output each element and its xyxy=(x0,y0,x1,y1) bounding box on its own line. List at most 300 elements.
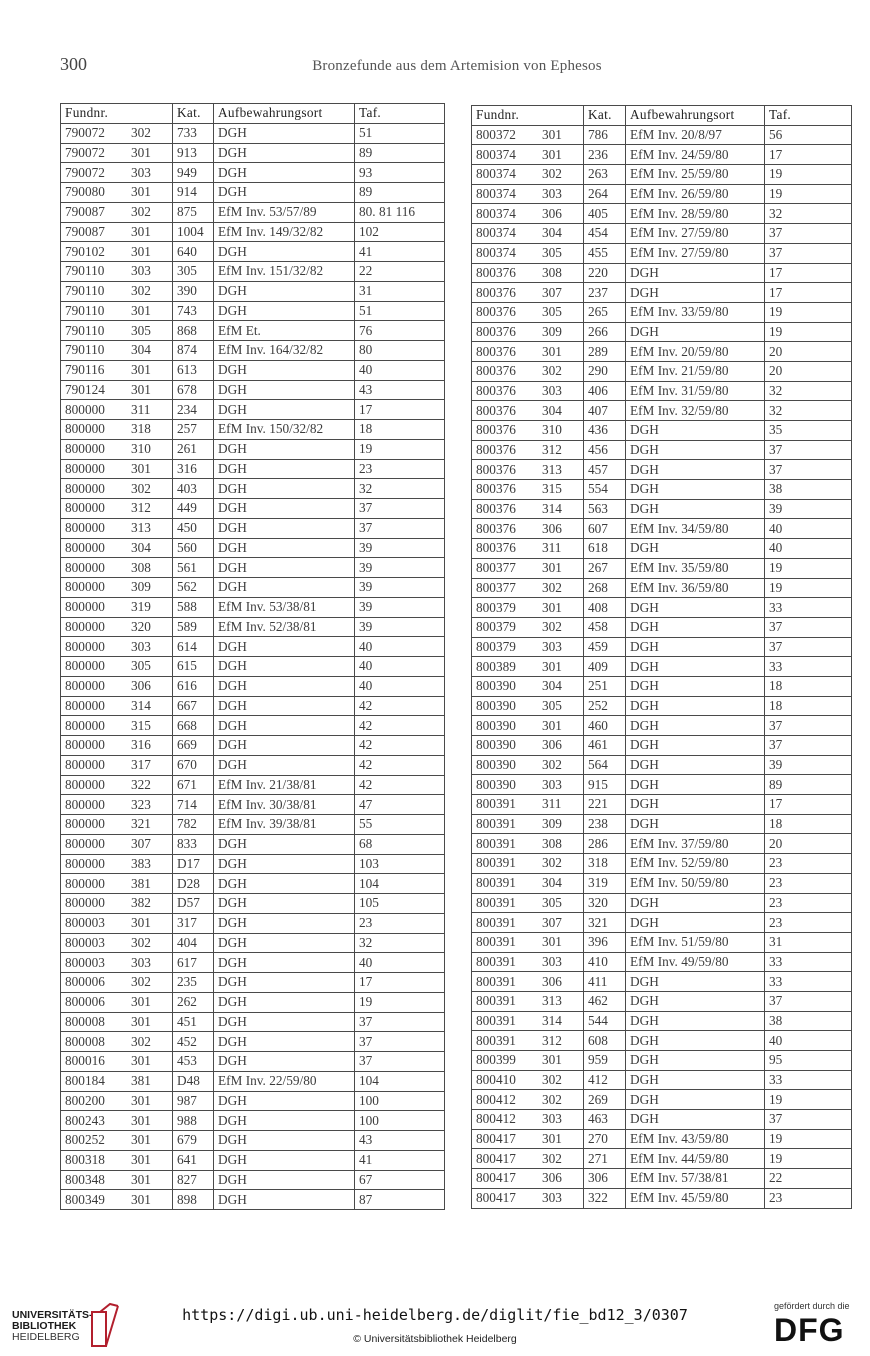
kat-cell: 868 xyxy=(173,321,214,341)
table-row xyxy=(472,1169,852,1189)
table-row xyxy=(472,873,852,893)
fundnr-cell xyxy=(472,736,584,756)
fundnr-cell xyxy=(472,401,584,421)
table-row xyxy=(61,439,445,459)
aufbewahrungsort-cell: EfM Inv. 34/59/80 xyxy=(626,519,765,539)
aufbewahrungsort-cell: EfM Inv. 22/59/80 xyxy=(214,1071,355,1091)
aufbewahrungsort-cell: EfM Inv. 149/32/82 xyxy=(214,222,355,242)
aufbewahrungsort-cell: EfM Inv. 37/59/80 xyxy=(626,834,765,854)
fundnr-cell xyxy=(472,598,584,618)
aufbewahrungsort-cell: DGH xyxy=(214,834,355,854)
fund-number: 800000 xyxy=(65,836,105,852)
taf-cell: 43 xyxy=(355,1131,445,1151)
fund-number: 790110 xyxy=(65,342,105,358)
fund-number: 800376 xyxy=(476,540,516,556)
taf-cell: 42 xyxy=(355,736,445,756)
fund-number: 800349 xyxy=(65,1191,105,1207)
taf-cell: 23 xyxy=(355,913,445,933)
aufbewahrungsort-cell: DGH xyxy=(626,499,765,519)
fundnr-cell xyxy=(472,499,584,519)
aufbewahrungsort-cell: EfM Inv. 52/38/81 xyxy=(214,617,355,637)
kat-cell: 234 xyxy=(173,400,214,420)
fund-sub-number: 307 xyxy=(131,836,151,852)
fund-sub-number: 301 xyxy=(542,146,562,162)
kat-cell: 409 xyxy=(584,657,626,677)
table-row xyxy=(61,400,445,420)
aufbewahrungsort-cell: DGH xyxy=(214,933,355,953)
aufbewahrungsort-cell: DGH xyxy=(214,538,355,558)
column-header-taf: Taf. xyxy=(765,106,852,126)
table-row xyxy=(472,578,852,598)
fund-number: 800417 xyxy=(476,1150,516,1166)
fund-sub-number: 382 xyxy=(131,895,151,911)
kat-cell: 220 xyxy=(584,263,626,283)
kat-cell: 640 xyxy=(173,242,214,262)
fundnr-cell xyxy=(61,222,173,242)
fundnr-cell xyxy=(472,302,584,322)
fundnr-cell xyxy=(472,519,584,539)
library-name-line1: UNIVERSITÄTS- xyxy=(12,1309,93,1321)
fund-number: 800390 xyxy=(476,776,516,792)
fundnr-cell xyxy=(472,1169,584,1189)
fund-number: 800391 xyxy=(476,953,516,969)
table-row xyxy=(61,518,445,538)
page-number: 300 xyxy=(60,54,87,74)
table-row xyxy=(472,558,852,578)
fundnr-cell xyxy=(61,341,173,361)
aufbewahrungsort-cell: DGH xyxy=(626,440,765,460)
taf-cell: 95 xyxy=(765,1051,852,1071)
table-row xyxy=(61,163,445,183)
taf-cell: 20 xyxy=(765,834,852,854)
aufbewahrungsort-cell: DGH xyxy=(626,676,765,696)
kat-cell: 1004 xyxy=(173,222,214,242)
fund-number: 790087 xyxy=(65,204,105,220)
taf-cell: 56 xyxy=(765,125,852,145)
dfg-logo: DFG xyxy=(774,1312,845,1348)
fund-sub-number: 304 xyxy=(131,539,151,555)
fund-sub-number: 302 xyxy=(542,1072,562,1088)
aufbewahrungsort-cell: DGH xyxy=(626,1070,765,1090)
taf-cell: 41 xyxy=(355,242,445,262)
taf-cell: 37 xyxy=(765,736,852,756)
kat-cell: 320 xyxy=(584,893,626,913)
aufbewahrungsort-cell: EfM Inv. 32/59/80 xyxy=(626,401,765,421)
fundnr-cell xyxy=(472,972,584,992)
fund-number: 800376 xyxy=(476,461,516,477)
kat-cell: 733 xyxy=(173,123,214,143)
fund-sub-number: 301 xyxy=(131,915,151,931)
kat-cell: 286 xyxy=(584,834,626,854)
fund-sub-number: 313 xyxy=(542,993,562,1009)
fund-number: 800376 xyxy=(476,323,516,339)
table-row xyxy=(61,360,445,380)
taf-cell: 37 xyxy=(765,1110,852,1130)
aufbewahrungsort-cell: DGH xyxy=(626,283,765,303)
fund-sub-number: 301 xyxy=(131,1152,151,1168)
taf-cell: 19 xyxy=(765,184,852,204)
fund-number: 800391 xyxy=(476,1012,516,1028)
column-header-fundnr: Fundnr. xyxy=(61,104,173,124)
fund-sub-number: 302 xyxy=(542,855,562,871)
aufbewahrungsort-cell: DGH xyxy=(214,499,355,519)
fundnr-cell xyxy=(472,1129,584,1149)
fund-sub-number: 317 xyxy=(131,757,151,773)
kat-cell: 459 xyxy=(584,637,626,657)
fund-number: 800000 xyxy=(65,678,105,694)
taf-cell: 105 xyxy=(355,894,445,914)
taf-cell: 43 xyxy=(355,380,445,400)
kat-cell: 462 xyxy=(584,991,626,1011)
table-row xyxy=(61,1012,445,1032)
fund-number: 800391 xyxy=(476,914,516,930)
fund-number: 800016 xyxy=(65,1053,105,1069)
fund-sub-number: 301 xyxy=(131,381,151,397)
fund-number: 800200 xyxy=(65,1092,105,1108)
fundnr-cell xyxy=(472,1070,584,1090)
taf-cell: 19 xyxy=(765,1149,852,1169)
aufbewahrungsort-cell: DGH xyxy=(626,421,765,441)
fundnr-cell xyxy=(61,439,173,459)
fund-number: 800376 xyxy=(476,264,516,280)
table-row xyxy=(61,913,445,933)
fundnr-cell xyxy=(61,301,173,321)
taf-cell: 104 xyxy=(355,1071,445,1091)
aufbewahrungsort-cell: DGH xyxy=(626,598,765,618)
table-row xyxy=(472,302,852,322)
table-row xyxy=(61,716,445,736)
aufbewahrungsort-cell: DGH xyxy=(626,913,765,933)
fundnr-cell xyxy=(472,421,584,441)
kat-cell: 252 xyxy=(584,696,626,716)
fund-sub-number: 301 xyxy=(542,1131,562,1147)
fund-number: 800000 xyxy=(65,559,105,575)
aufbewahrungsort-cell: DGH xyxy=(214,1150,355,1170)
fund-sub-number: 302 xyxy=(131,204,151,220)
kat-cell: 390 xyxy=(173,281,214,301)
taf-cell: 23 xyxy=(765,1188,852,1208)
taf-cell: 38 xyxy=(765,480,852,500)
fund-number: 800391 xyxy=(476,875,516,891)
fundnr-cell xyxy=(61,696,173,716)
kat-cell: 560 xyxy=(173,538,214,558)
fund-number: 800000 xyxy=(65,441,105,457)
table-row xyxy=(61,894,445,914)
kat-cell: 289 xyxy=(584,342,626,362)
taf-cell: 32 xyxy=(355,933,445,953)
aufbewahrungsort-cell: EfM Inv. 164/32/82 xyxy=(214,341,355,361)
fundnr-cell xyxy=(61,321,173,341)
fund-number: 800376 xyxy=(476,363,516,379)
fundnr-cell xyxy=(61,953,173,973)
table-row xyxy=(472,401,852,421)
aufbewahrungsort-cell: DGH xyxy=(626,991,765,1011)
fundnr-cell xyxy=(61,933,173,953)
taf-cell: 19 xyxy=(355,992,445,1012)
taf-cell: 104 xyxy=(355,874,445,894)
fundnr-cell xyxy=(61,973,173,993)
kat-cell: 262 xyxy=(173,992,214,1012)
fund-number: 800348 xyxy=(65,1171,105,1187)
fundnr-cell xyxy=(61,1170,173,1190)
aufbewahrungsort-cell: EfM Inv. 49/59/80 xyxy=(626,952,765,972)
kat-cell: 949 xyxy=(173,163,214,183)
aufbewahrungsort-cell: DGH xyxy=(214,637,355,657)
table-row xyxy=(61,736,445,756)
fundnr-cell xyxy=(472,775,584,795)
fund-sub-number: 301 xyxy=(131,362,151,378)
kat-cell: 875 xyxy=(173,202,214,222)
fund-sub-number: 381 xyxy=(131,1073,151,1089)
aufbewahrungsort-cell: DGH xyxy=(626,1110,765,1130)
kat-cell: 679 xyxy=(173,1131,214,1151)
aufbewahrungsort-cell: DGH xyxy=(214,400,355,420)
table-row xyxy=(61,933,445,953)
page-url-link[interactable]: https://digi.ub.uni-heidelberg.de/diglit/fie_bd12_3/0307 xyxy=(182,1306,688,1324)
table-row xyxy=(472,519,852,539)
column-header-kat: Kat. xyxy=(173,104,214,124)
aufbewahrungsort-cell: DGH xyxy=(626,755,765,775)
table-row xyxy=(472,1011,852,1031)
aufbewahrungsort-cell: DGH xyxy=(214,973,355,993)
kat-cell: 396 xyxy=(584,932,626,952)
table-row xyxy=(61,1071,445,1091)
table-row xyxy=(472,854,852,874)
table-row xyxy=(61,479,445,499)
fund-sub-number: 301 xyxy=(542,599,562,615)
fund-number: 790110 xyxy=(65,302,105,318)
kat-cell: 238 xyxy=(584,814,626,834)
aufbewahrungsort-cell: DGH xyxy=(214,123,355,143)
aufbewahrungsort-cell: DGH xyxy=(214,1131,355,1151)
fund-number: 800412 xyxy=(476,1091,516,1107)
fund-sub-number: 314 xyxy=(542,1012,562,1028)
table-row xyxy=(472,539,852,559)
taf-cell: 17 xyxy=(765,263,852,283)
library-name-line3: HEIDELBERG xyxy=(12,1331,80,1343)
table-row xyxy=(61,321,445,341)
kat-cell: 913 xyxy=(173,143,214,163)
taf-cell: 37 xyxy=(765,637,852,657)
fundnr-cell xyxy=(472,480,584,500)
kat-cell: 618 xyxy=(584,539,626,559)
taf-cell: 68 xyxy=(355,834,445,854)
fundnr-cell xyxy=(61,1032,173,1052)
fund-sub-number: 301 xyxy=(542,1052,562,1068)
aufbewahrungsort-cell: EfM Inv. 24/59/80 xyxy=(626,145,765,165)
table-row xyxy=(472,224,852,244)
fundnr-cell xyxy=(61,420,173,440)
taf-cell: 19 xyxy=(765,302,852,322)
aufbewahrungsort-cell: DGH xyxy=(626,263,765,283)
fund-sub-number: 313 xyxy=(131,520,151,536)
kat-cell: 269 xyxy=(584,1090,626,1110)
kat-cell: 563 xyxy=(584,499,626,519)
kat-cell: 263 xyxy=(584,165,626,185)
fund-sub-number: 301 xyxy=(131,1013,151,1029)
table-row xyxy=(472,322,852,342)
fundnr-cell xyxy=(472,795,584,815)
kat-cell: 463 xyxy=(584,1110,626,1130)
table-row xyxy=(472,716,852,736)
aufbewahrungsort-cell: EfM Inv. 30/38/81 xyxy=(214,795,355,815)
fund-sub-number: 311 xyxy=(542,796,562,812)
fundnr-cell xyxy=(61,1012,173,1032)
fundnr-cell xyxy=(472,676,584,696)
taf-cell: 42 xyxy=(355,716,445,736)
fund-sub-number: 306 xyxy=(542,973,562,989)
fund-number: 800000 xyxy=(65,855,105,871)
fund-number: 800379 xyxy=(476,638,516,654)
fund-number: 800379 xyxy=(476,619,516,635)
aufbewahrungsort-cell: EfM Inv. 20/8/97 xyxy=(626,125,765,145)
table-row xyxy=(472,952,852,972)
fund-number: 800374 xyxy=(476,166,516,182)
fundnr-cell xyxy=(61,597,173,617)
fundnr-cell xyxy=(472,854,584,874)
kat-cell: 316 xyxy=(173,459,214,479)
fund-sub-number: 303 xyxy=(542,953,562,969)
kat-cell: 562 xyxy=(173,578,214,598)
fundnr-cell xyxy=(472,1090,584,1110)
fund-number: 800390 xyxy=(476,757,516,773)
kat-cell: 322 xyxy=(584,1188,626,1208)
aufbewahrungsort-cell: DGH xyxy=(214,992,355,1012)
fundnr-cell xyxy=(472,657,584,677)
table-row xyxy=(61,657,445,677)
fundnr-cell xyxy=(61,815,173,835)
fund-number: 790110 xyxy=(65,263,105,279)
fund-sub-number: 304 xyxy=(542,678,562,694)
taf-cell: 37 xyxy=(765,617,852,637)
fund-sub-number: 302 xyxy=(542,579,562,595)
taf-cell: 39 xyxy=(355,578,445,598)
fund-sub-number: 302 xyxy=(542,619,562,635)
table-row xyxy=(61,202,445,222)
table-row xyxy=(61,696,445,716)
fundnr-cell xyxy=(472,932,584,952)
fundnr-cell xyxy=(472,322,584,342)
fundnr-cell xyxy=(472,1011,584,1031)
fund-number: 800000 xyxy=(65,776,105,792)
fund-number: 800391 xyxy=(476,855,516,871)
aufbewahrungsort-cell: DGH xyxy=(626,814,765,834)
taf-cell: 39 xyxy=(355,538,445,558)
fund-sub-number: 312 xyxy=(542,1032,562,1048)
kat-cell: 827 xyxy=(173,1170,214,1190)
taf-cell: 23 xyxy=(765,893,852,913)
fund-sub-number: 301 xyxy=(542,127,562,143)
aufbewahrungsort-cell: DGH xyxy=(214,874,355,894)
table-row xyxy=(61,1190,445,1210)
fund-number: 800000 xyxy=(65,737,105,753)
fundnr-cell xyxy=(472,814,584,834)
fundnr-cell xyxy=(472,125,584,145)
fundnr-cell xyxy=(472,204,584,224)
taf-cell: 17 xyxy=(355,400,445,420)
fund-sub-number: 316 xyxy=(131,737,151,753)
fund-number: 790072 xyxy=(65,125,105,141)
fund-sub-number: 309 xyxy=(542,323,562,339)
taf-cell: 80 xyxy=(355,341,445,361)
fund-sub-number: 301 xyxy=(131,1132,151,1148)
fundnr-cell xyxy=(472,539,584,559)
table-header-row xyxy=(472,106,852,126)
fund-number: 800391 xyxy=(476,993,516,1009)
table-row xyxy=(472,1149,852,1169)
fund-sub-number: 322 xyxy=(131,776,151,792)
fund-number: 800000 xyxy=(65,895,105,911)
kat-cell: 456 xyxy=(584,440,626,460)
fund-sub-number: 301 xyxy=(542,560,562,576)
fund-sub-number: 315 xyxy=(131,717,151,733)
fund-table-right xyxy=(471,105,852,1209)
kat-cell: 667 xyxy=(173,696,214,716)
aufbewahrungsort-cell: DGH xyxy=(626,893,765,913)
aufbewahrungsort-cell: DGH xyxy=(214,163,355,183)
fund-sub-number: 309 xyxy=(131,579,151,595)
table-row xyxy=(61,143,445,163)
fundnr-cell xyxy=(61,736,173,756)
fundnr-cell xyxy=(472,952,584,972)
kat-cell: 408 xyxy=(584,598,626,618)
column-header-taf: Taf. xyxy=(355,104,445,124)
taf-cell: 100 xyxy=(355,1111,445,1131)
fundnr-cell xyxy=(472,184,584,204)
kat-cell: D17 xyxy=(173,854,214,874)
table-row xyxy=(61,301,445,321)
fundnr-cell xyxy=(472,165,584,185)
taf-cell: 40 xyxy=(355,676,445,696)
table-row xyxy=(61,815,445,835)
table-row xyxy=(472,1070,852,1090)
kat-cell: 257 xyxy=(173,420,214,440)
aufbewahrungsort-cell: EfM Inv. 31/59/80 xyxy=(626,381,765,401)
table-row xyxy=(472,1110,852,1130)
fund-sub-number: 301 xyxy=(131,184,151,200)
fund-number: 800006 xyxy=(65,974,105,990)
aufbewahrungsort-cell: DGH xyxy=(214,716,355,736)
fundnr-cell xyxy=(472,1110,584,1130)
fund-sub-number: 311 xyxy=(131,401,151,417)
table-row xyxy=(61,1131,445,1151)
taf-cell: 19 xyxy=(765,165,852,185)
aufbewahrungsort-cell: EfM Inv. 39/38/81 xyxy=(214,815,355,835)
taf-cell: 39 xyxy=(765,755,852,775)
aufbewahrungsort-cell: DGH xyxy=(626,736,765,756)
table-row xyxy=(472,991,852,1011)
taf-cell: 18 xyxy=(765,696,852,716)
fund-sub-number: 315 xyxy=(542,481,562,497)
taf-cell: 19 xyxy=(765,578,852,598)
fundnr-cell xyxy=(61,143,173,163)
kat-cell: 404 xyxy=(173,933,214,953)
taf-cell: 67 xyxy=(355,1170,445,1190)
fund-sub-number: 303 xyxy=(131,954,151,970)
aufbewahrungsort-cell: DGH xyxy=(214,518,355,538)
aufbewahrungsort-cell: DGH xyxy=(214,1170,355,1190)
fundnr-cell xyxy=(472,361,584,381)
fundnr-cell xyxy=(472,145,584,165)
aufbewahrungsort-cell: DGH xyxy=(214,281,355,301)
taf-cell: 19 xyxy=(765,1129,852,1149)
aufbewahrungsort-cell: EfM Inv. 26/59/80 xyxy=(626,184,765,204)
aufbewahrungsort-cell: DGH xyxy=(214,676,355,696)
aufbewahrungsort-cell: EfM Inv. 20/59/80 xyxy=(626,342,765,362)
fund-number: 800000 xyxy=(65,618,105,634)
aufbewahrungsort-cell: DGH xyxy=(214,558,355,578)
kat-cell: 318 xyxy=(584,854,626,874)
